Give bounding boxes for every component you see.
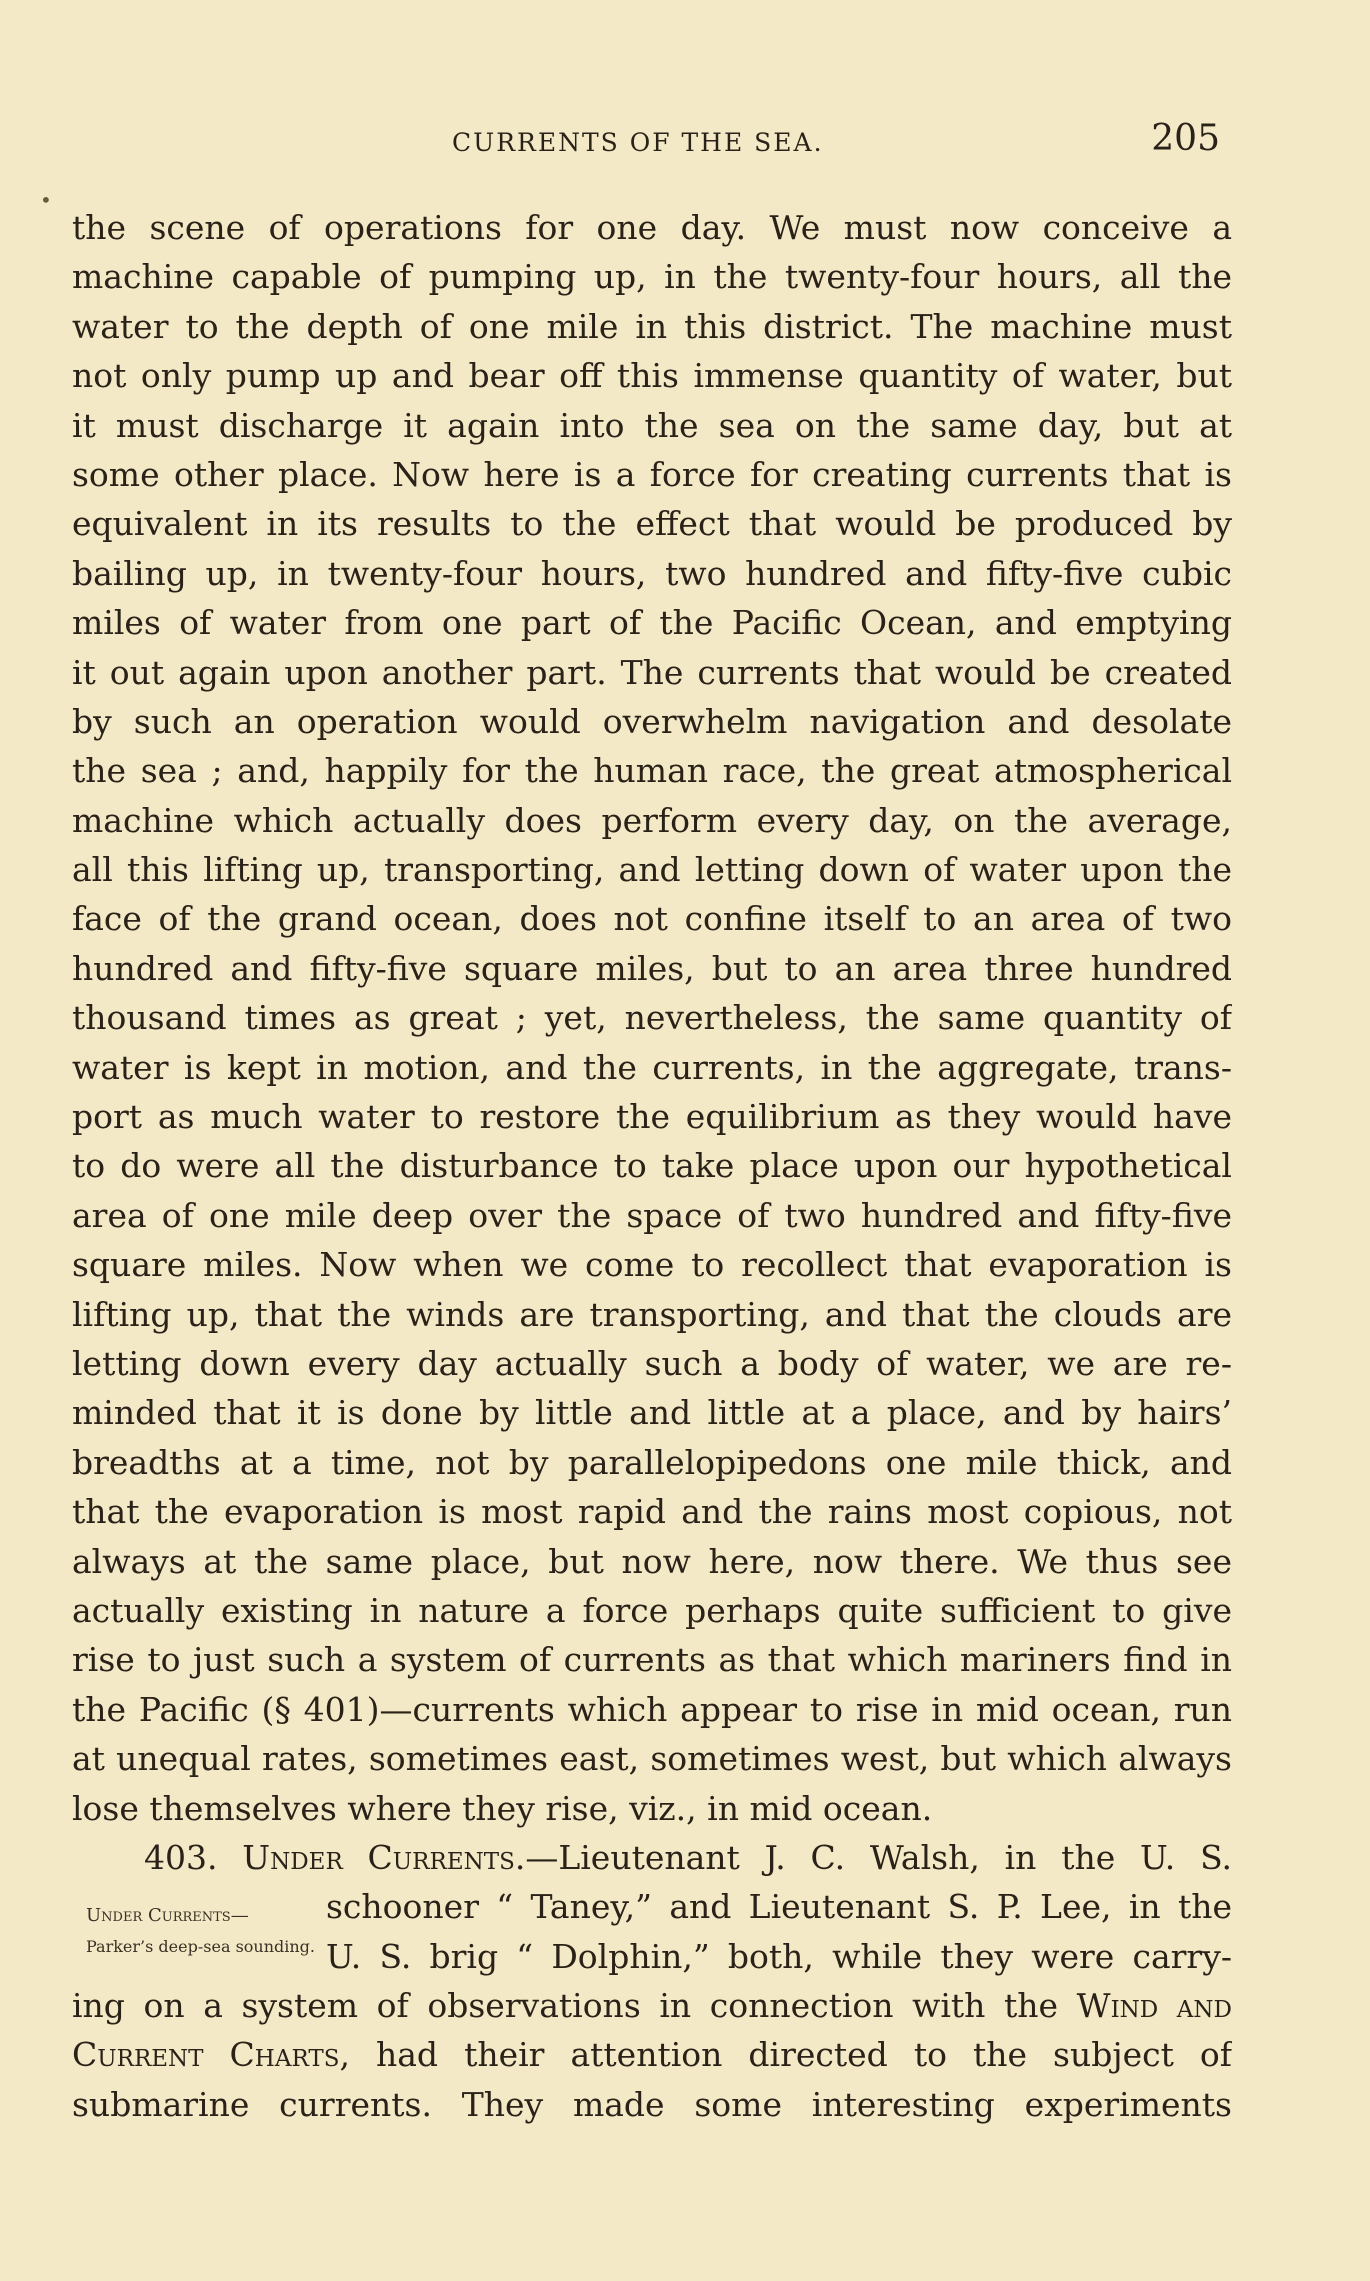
sidenote-under-currents: Under Currents— [86, 1905, 249, 1926]
text-line: hundred and fifty-five square miles, but to an area three hundred [72, 948, 1232, 988]
text-line: face of the grand ocean, does not confine itself to an area of two [72, 899, 1232, 939]
text-line: rise to just such a system of currents as that which mariners find in [72, 1640, 1232, 1680]
sidenote-deep-sea-sounding: Parker’s deep-sea sounding. [86, 1937, 316, 1956]
body-text [72, 203, 1232, 2129]
text-line: machine capable of pumping up, in the twenty-four hours, all the [72, 257, 1232, 297]
paragraph [72, 203, 1232, 1833]
wind-chart-term: Wind and [1076, 1986, 1232, 2026]
text-line: water is kept in motion, and the currents, in the aggregate, trans- [72, 1047, 1232, 1087]
text-line: at unequal rates, sometimes east, sometimes west, but which always [72, 1739, 1232, 1779]
text-line: breadths at a time, not by parallelopipedons one mile thick, and [72, 1442, 1232, 1482]
text-line: thousand times as great ; yet, nevertheless, the same quantity of [72, 998, 1232, 1038]
text-line: some other place. Now here is a force for creating currents that is [72, 454, 1232, 494]
text-line: that the evaporation is most rapid and the rains most copious, not [72, 1492, 1232, 1532]
text-line: minded that it is done by little and little at a place, and by hairs’ [72, 1393, 1232, 1433]
text-line: machine which actually does perform every day, on the average, [72, 800, 1232, 840]
text-line: all this lifting up, transporting, and letting down of water upon the [72, 850, 1232, 890]
section-line-3: U. S. brig “ Dolphin,” both, while they were carry- [326, 1936, 1232, 1976]
text-line: port as much water to restore the equilibrium as they would have [72, 1097, 1232, 1137]
text-line: the scene of operations for one day. We must now conceive a [72, 208, 1232, 247]
text-line: water to the depth of one mile in this district. The machine must [72, 306, 1232, 346]
margin-dot: • [40, 188, 52, 212]
section-line-4-text: ing on a system of observations in connection with the [72, 1986, 1059, 2026]
text-line: square miles. Now when we come to recollect that evaporation is [72, 1245, 1232, 1285]
text-line: area of one mile deep over the space of two hundred and fifty-five [72, 1195, 1232, 1235]
section-heading: Under Currents. [242, 1837, 526, 1877]
section-line-1 [72, 1833, 1232, 1882]
text-line: it must discharge it again into the sea on the same day, but at [72, 405, 1232, 445]
text-line: the sea ; and, happily for the human race, the great atmospherical [72, 751, 1232, 791]
text-line: by such an operation would overwhelm navigation and desolate [72, 701, 1232, 741]
section-line-2: schooner “ Taney,” and Lieutenant S. P. Lee, in the [326, 1887, 1232, 1927]
text-line: letting down every day actually such a body of water, we are re- [72, 1343, 1232, 1383]
text-line: it out again upon another part. The currents that would be created [72, 652, 1232, 692]
text-line: lifting up, that the winds are transporting, and that the clouds are [72, 1294, 1232, 1334]
current-charts-term: Current Charts, [72, 2035, 350, 2075]
section-line-5-text: had their attention directed to the subject of [376, 2035, 1232, 2075]
text-line: lose themselves where they rise, viz., in mid ocean. [72, 1788, 933, 1828]
text-line: bailing up, in twenty-four hours, two hundred and fifty-five cubic [72, 553, 1232, 593]
text-line: always at the same place, but now here, now there. We thus see [72, 1541, 1232, 1581]
section-line-4 [72, 1981, 1232, 2030]
text-line: the Pacific (§ 401)—currents which appear to rise in mid ocean, run [72, 1689, 1232, 1729]
section-number: 403. [144, 1837, 218, 1877]
running-title: CURRENTS OF THE SEA. [452, 128, 824, 157]
text-line: miles of water from one part of the Pacific Ocean, and emptying [72, 603, 1232, 643]
section-line-6: submarine currents. They made some interesting experiments [72, 2084, 1232, 2124]
page-number: 205 [1151, 118, 1220, 159]
text-line: not only pump up and bear off this immense quantity of water, but [72, 356, 1232, 396]
page-header [72, 118, 1220, 168]
text-line: to do were all the disturbance to take place upon our hypothetical [72, 1146, 1232, 1186]
text-line: actually existing in nature a force perhaps quite sufficient to give [72, 1590, 1232, 1630]
section-line-5 [72, 2030, 1232, 2079]
section-line-1-text: —Lieutenant J. C. Walsh, in the U. S. [525, 1837, 1232, 1877]
text-line: equivalent in its results to the effect that would be produced by [72, 504, 1232, 544]
